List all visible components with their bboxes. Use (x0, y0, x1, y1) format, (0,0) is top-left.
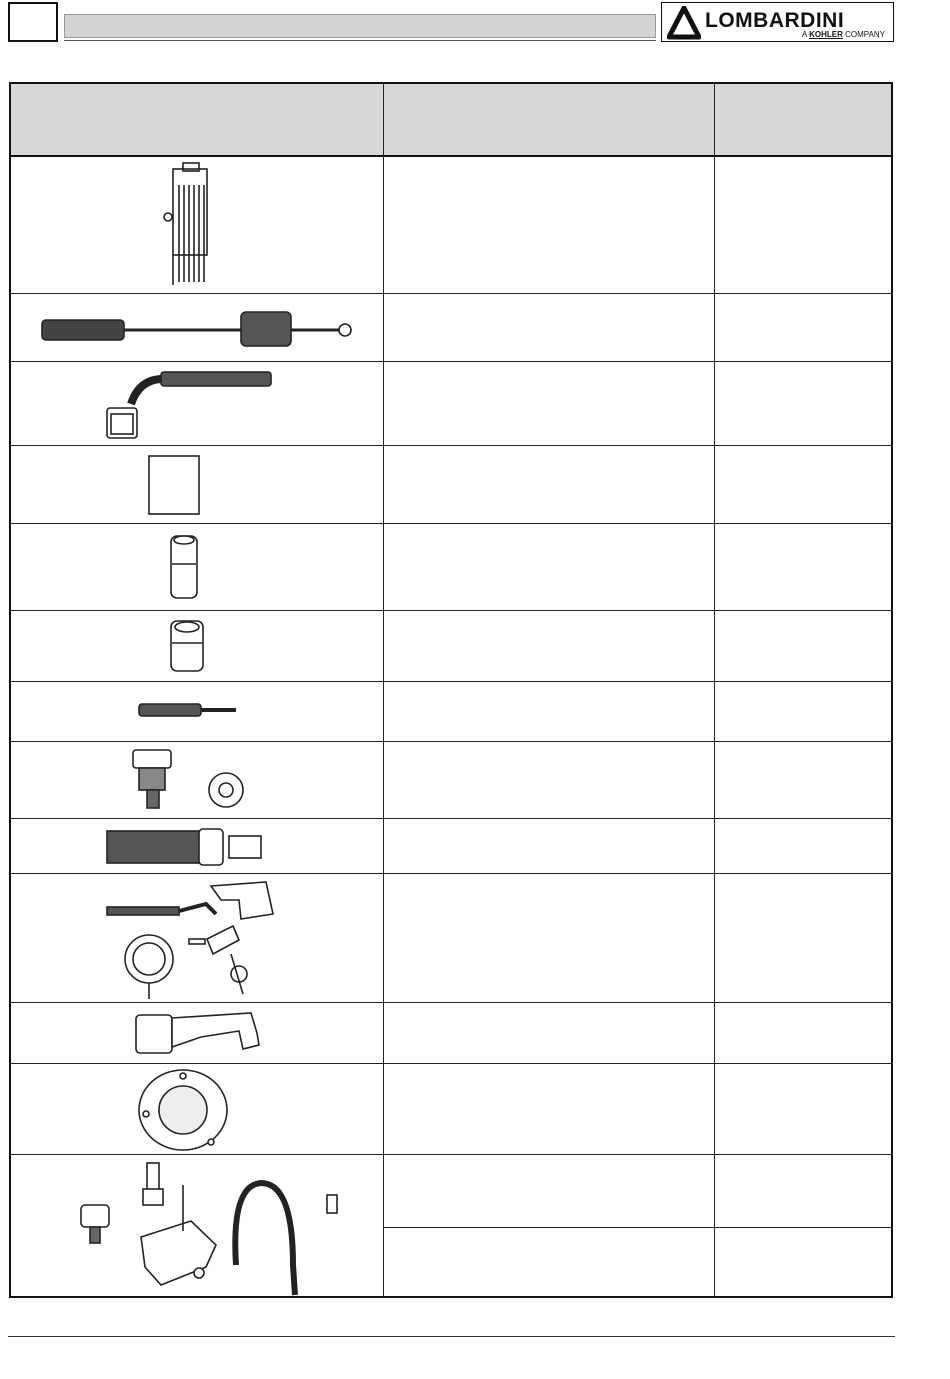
tool-row-13 (11, 1155, 891, 1296)
tool-row-3 (11, 362, 891, 446)
bent-wrench-icon (11, 362, 384, 446)
table-header-row (11, 84, 891, 157)
footer-divider (8, 1336, 895, 1337)
tool-row-11 (11, 1003, 891, 1064)
flanged-plug-icon (11, 1064, 384, 1155)
brand-name: LOMBARDINI (705, 9, 845, 32)
brand-tagline: A KOHLER COMPANY (801, 30, 885, 39)
tool-row-6 (11, 611, 891, 682)
tool-row-2 (11, 294, 891, 362)
offset-wrench-icon (11, 1003, 384, 1064)
header-title-bar (64, 14, 656, 38)
long-socket-icon (11, 524, 384, 611)
pin-punch-icon (11, 682, 384, 742)
special-tools-table (9, 82, 893, 1298)
tool-row-8 (11, 742, 891, 819)
tool-row-5 (11, 524, 891, 611)
short-socket-icon (11, 611, 384, 682)
tool-row-9 (11, 819, 891, 874)
split-row-divider (384, 1227, 891, 1228)
tool-row-4 (11, 446, 891, 524)
threaded-bolt-sleeve-icon (11, 819, 384, 874)
slide-hammer-puller-icon (11, 294, 384, 362)
dial-gauge-kit-icon (11, 874, 384, 1003)
tool-row-1 (11, 157, 891, 294)
pressure-test-kit-icon (11, 1155, 384, 1296)
holder-bracket-icon (11, 157, 384, 294)
tool-row-7 (11, 682, 891, 742)
header-divider (64, 40, 656, 41)
lombardini-logo (661, 2, 894, 42)
tool-row-12 (11, 1064, 891, 1155)
threaded-fitting-washer-icon (11, 742, 384, 819)
plate-icon (11, 446, 384, 524)
column-divider-1 (383, 84, 384, 1296)
tool-row-10 (11, 874, 891, 1003)
lombardini-triangle-icon (667, 6, 701, 40)
column-divider-2 (714, 84, 715, 1296)
page-number-box (8, 2, 58, 42)
